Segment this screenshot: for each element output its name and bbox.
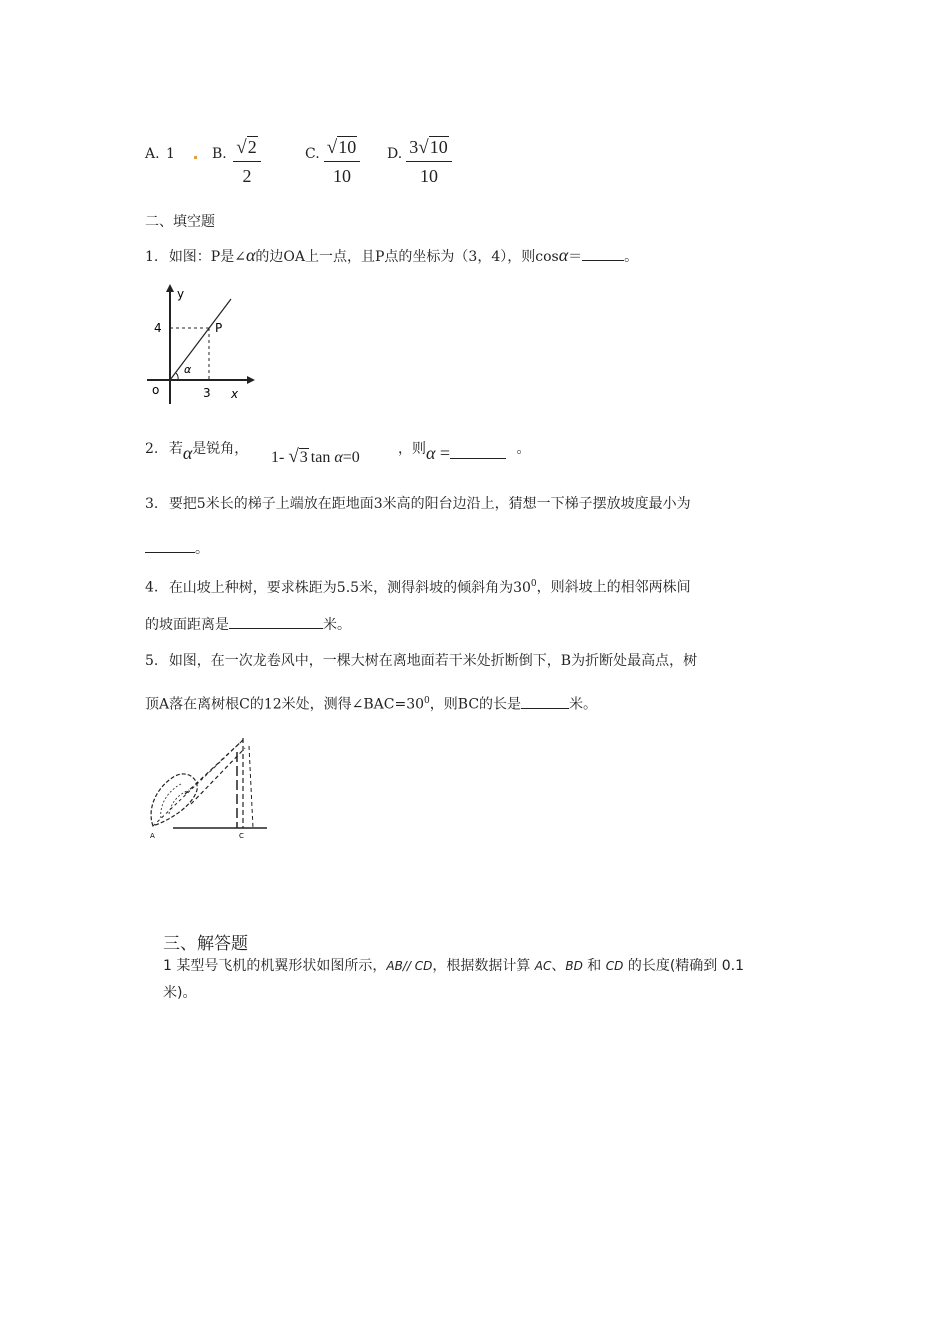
question-2-text-b: 是锐角， — [192, 441, 249, 457]
question-1-text-end: 。 — [624, 249, 639, 265]
question-5-degree: 0 — [424, 696, 430, 706]
question-4 — [145, 575, 691, 597]
option-c-fraction: $\frac{√10}{10}$ — [324, 137, 360, 187]
question-5-text-b: 顶A落在离树根C的12米处，测得∠BAC=30 — [145, 696, 425, 713]
question-3-line2 — [145, 538, 209, 558]
question-4-text-c: 的坡面距离是 — [145, 617, 229, 633]
question-1-text-c: ＝ — [568, 249, 583, 265]
question-4-answer-blank[interactable] — [229, 614, 323, 629]
question-2-alpha: α — [182, 443, 193, 463]
section3-q1-ab: AB// CD — [386, 959, 433, 973]
question-2-text-c: ，则 — [398, 441, 426, 457]
fallen-trunk-top — [185, 740, 243, 794]
option-c-label: C. — [305, 146, 320, 162]
question-4-line2 — [145, 614, 351, 634]
option-a — [145, 145, 175, 163]
section3-q1-ac: AC — [534, 959, 552, 973]
section3-q1-and: 和 — [582, 958, 606, 974]
x-label: x — [231, 387, 239, 401]
question-2-answer-blank[interactable] — [450, 448, 506, 459]
equation-suffix: =0 — [342, 449, 360, 466]
y-label: y — [177, 287, 185, 301]
origin-label: o — [152, 383, 160, 397]
tree-trunk-edge — [249, 746, 253, 828]
y-axis-arrow — [166, 284, 174, 292]
label-c: C — [239, 832, 244, 840]
question-1-text-b: 的边OA上一点，且P点的坐标为（3，4），则cos — [255, 249, 559, 265]
question-5-text-a: 如图，在一次龙卷风中，一棵大树在离地面若干米处折断倒下，B为折断处最高点，树 — [168, 653, 698, 669]
section3-heading: 三、解答题 — [163, 934, 248, 954]
tree-crown-detail — [161, 784, 189, 818]
option-c-numerator: 10 — [338, 137, 357, 157]
section3-q1-text-a: 1 某型号飞机的机翼形状如图所示， — [163, 958, 387, 974]
equation-tan: tan — [310, 449, 331, 466]
question-5-text-c: ，则BC的长是 — [429, 696, 522, 713]
option-a-value: 1 — [166, 146, 175, 162]
question-3-text-end: 。 — [195, 541, 209, 557]
question-5-line2 — [145, 692, 597, 714]
label-a: A — [150, 832, 155, 840]
question-2-text-a: 若 — [168, 441, 183, 457]
question-1-text-a: 如图：P是∠ — [168, 249, 246, 265]
section3-question-1-line2: 米)。 — [163, 985, 197, 1001]
figure-coordinate-angle — [145, 282, 260, 407]
question-2-tail — [398, 438, 531, 463]
section3-question-1 — [163, 956, 744, 976]
question-2-text-end: 。 — [516, 441, 531, 457]
option-b-label: B. — [212, 146, 227, 162]
question-3-answer-blank[interactable] — [145, 538, 195, 553]
question-3-number: 3. — [145, 496, 159, 512]
section3-q1-text-c: 的长度(精确到 0.1 — [623, 958, 745, 974]
option-d-denominator: 10 — [420, 166, 438, 186]
option-c-denominator: 10 — [333, 166, 351, 186]
four-label: 4 — [154, 321, 162, 335]
option-d-numerator: 10 — [429, 137, 448, 157]
question-5-number: 5. — [145, 653, 159, 669]
section2-heading: 二、填空题 — [145, 214, 215, 230]
option-b-fraction: $\frac{√2}{2}$ — [233, 137, 261, 187]
question-2-equation: 1- √3 tan α=0 — [271, 446, 360, 467]
section3-q1-bd: BD — [565, 959, 583, 973]
hypotenuse-ab — [153, 740, 243, 826]
question-4-number: 4. — [145, 579, 159, 596]
three-label: 3 — [203, 386, 211, 400]
question-2-number: 2. — [145, 441, 159, 457]
question-1-number: 1. — [145, 249, 159, 265]
figure-broken-tree — [145, 732, 270, 840]
question-1-answer-blank[interactable] — [582, 246, 624, 261]
question-5-text-d: 米。 — [569, 696, 598, 713]
question-1-alpha-2: α — [558, 245, 569, 265]
equation-alpha: α — [334, 449, 343, 466]
ray-op — [170, 299, 231, 380]
section3-q1-sep: 、 — [551, 958, 566, 974]
angle-arc — [176, 373, 178, 380]
question-4-text-d: 米。 — [323, 617, 351, 633]
question-1-alpha: α — [245, 245, 256, 265]
option-d-coefficient: 3 — [409, 137, 419, 157]
question-1 — [145, 246, 638, 266]
question-4-text-a: 在山坡上种树，要求株距为5.5米，测得斜坡的倾斜角为30 — [168, 579, 531, 596]
equation-sqrt-value: 3 — [299, 449, 308, 466]
question-2-alpha-2: α — [426, 443, 436, 463]
section3-q1-cd: CD — [605, 959, 624, 973]
question-2-equals: = — [439, 443, 451, 463]
question-5-answer-blank[interactable] — [521, 694, 569, 709]
option-b-numerator: 2 — [247, 137, 257, 157]
question-4-text-b: ，则斜坡上的相邻两株间 — [536, 579, 691, 596]
option-d-fraction: $\frac{3√10}{10}$ — [406, 137, 452, 187]
option-b-denominator: 2 — [242, 166, 252, 186]
question-4-degree: 0 — [530, 579, 537, 589]
equation-prefix: 1- — [271, 449, 285, 466]
question-5 — [145, 652, 697, 670]
question-3-text: 要把5米长的梯子上端放在距地面3米高的阳台边沿上，猜想一下梯子摆放坡度最小为 — [168, 496, 691, 512]
option-d-label: D. — [387, 146, 403, 162]
question-3 — [145, 495, 691, 513]
p-label: P — [215, 321, 223, 335]
section3-q1-text-b: ，根据数据计算 — [432, 958, 535, 974]
tree-crown — [151, 774, 197, 826]
alpha-label: α — [184, 363, 192, 376]
question-2 — [145, 438, 249, 463]
option-a-label: A. — [145, 146, 160, 162]
x-axis-arrow — [247, 376, 255, 384]
stray-mark — [194, 156, 197, 159]
